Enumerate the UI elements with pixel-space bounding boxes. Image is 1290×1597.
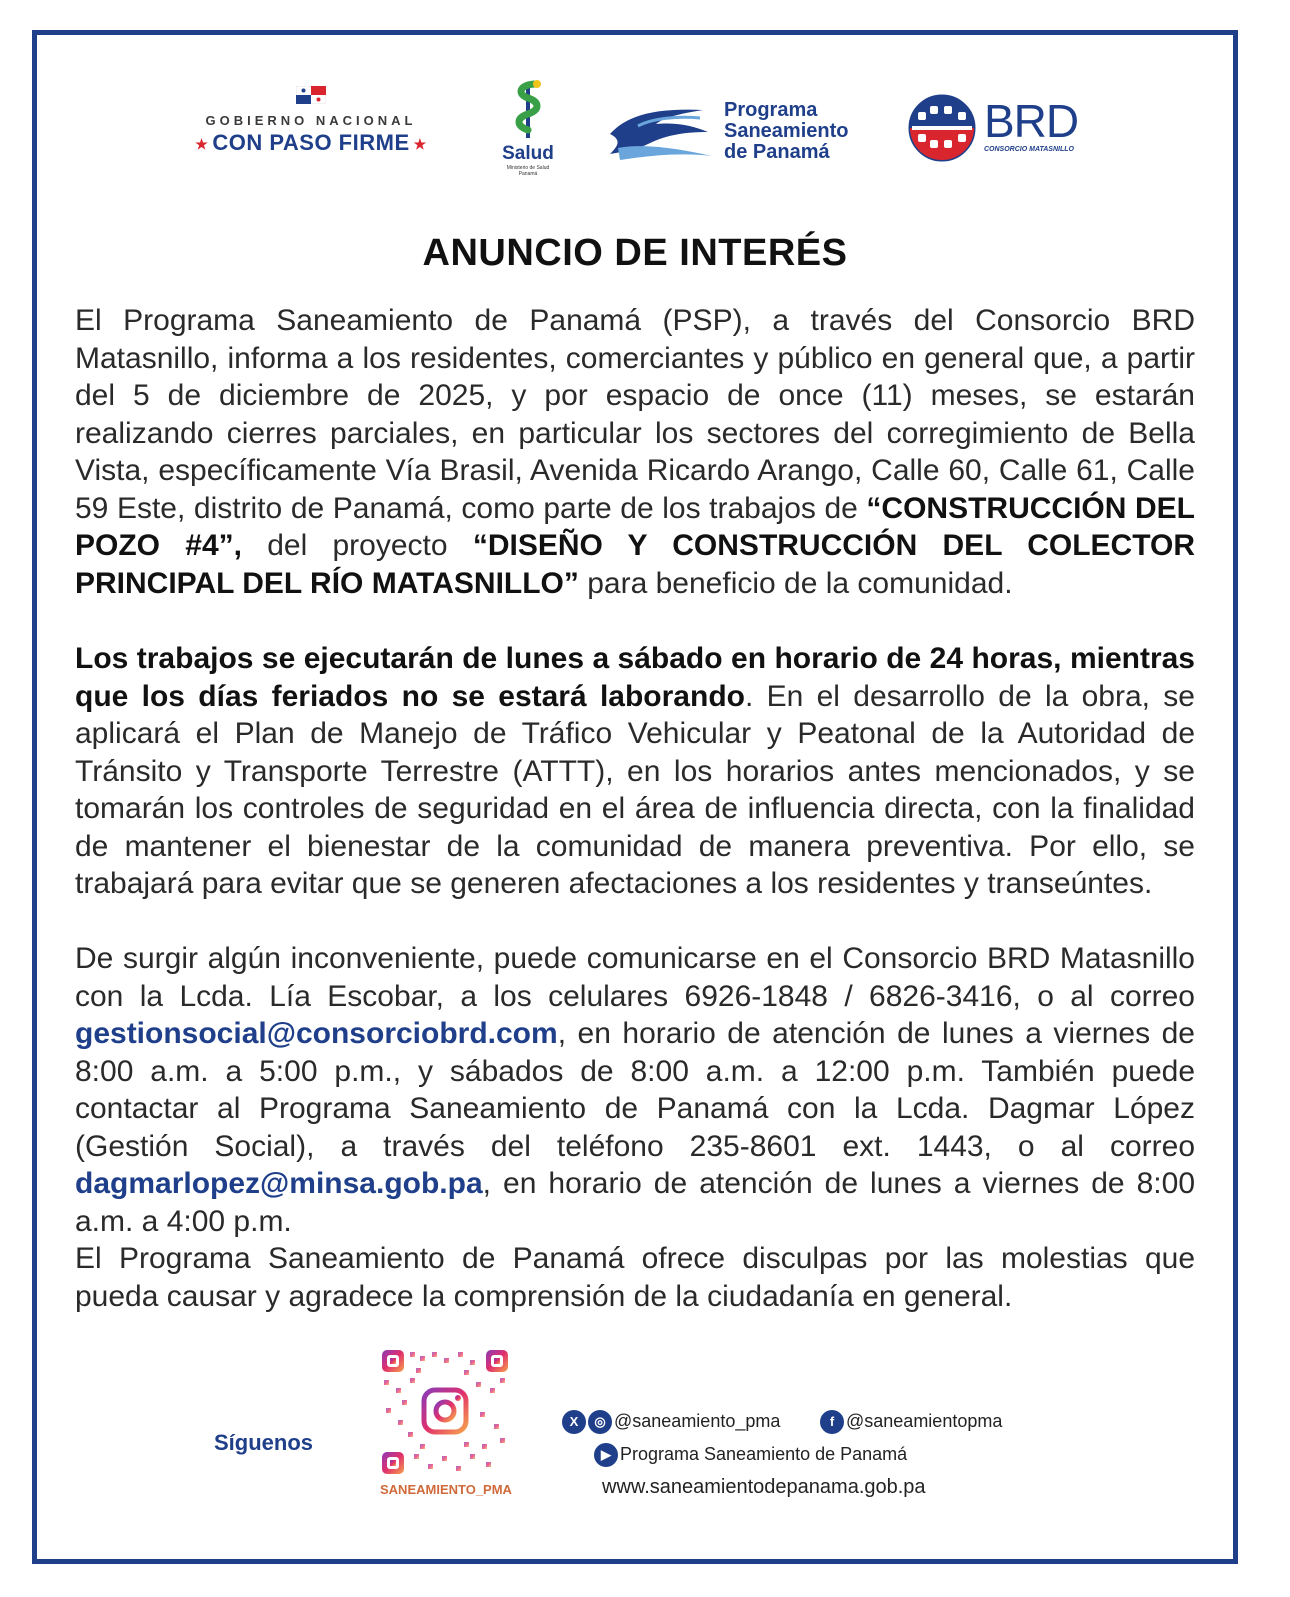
p3-text-c: , en horario de atención de lunes a viernes de 8:00 a.m. a 4:00 p.m. <box>75 1167 1195 1238</box>
brd-logo <box>908 94 1108 164</box>
brd-emblem-icon <box>908 94 976 162</box>
programa-saneamiento-logo <box>608 100 878 170</box>
panama-flag-icon <box>296 86 326 104</box>
x-ig-handle: @saneamiento_pma <box>614 1410 781 1431</box>
p3-text-b: , en horario de atención de lunes a viernes de 8:00 a.m. a 5:00 p.m., y sábados de 8:00 a.m. a 12:00 p.m. También puede contactar al Programa Saneamiento de Panamá con la Lcda. Dagmar López (Gestión Social), a través del teléfono 235-8601 ext. 1443, o al correo <box>75 1017 1195 1163</box>
brd-sub: CONSORCIO MATASNILLO <box>984 146 1074 153</box>
star-icon: ★ <box>413 135 427 152</box>
social-x-instagram[interactable] <box>562 1410 780 1434</box>
gobierno-line2: CON PASO FIRME <box>212 130 410 155</box>
youtube-icon: ▶ <box>594 1443 618 1467</box>
paragraph-4: El Programa Saneamiento de Panamá ofrece disculpas por las molestias que pueda causar y agradece la comprensión de la ciudadanía en general. <box>75 1242 1195 1313</box>
staff-snake-icon <box>506 78 550 140</box>
qr-code-icon[interactable] <box>380 1348 510 1476</box>
brd-letters: BRD <box>984 95 1079 147</box>
x-icon: X <box>562 1410 586 1434</box>
p1-bold-d: “DISEÑO Y CONSTRUCCIÓN DEL COLECTOR PRINCIPAL DEL RÍO MATASNILLO” <box>75 529 1196 600</box>
p3-text-a: De surgir algún inconveniente, puede comunicarse en el Consorcio BRD Matasnillo con la Lcda. Lía Escobar, a los celulares 6926-1848 / 6826-3416, o al correo <box>75 942 1195 1013</box>
psp-text <box>724 100 848 163</box>
p2-bold-a: Los trabajos se ejecutarán de lunes a sábado en horario de 24 horas, mientras que los días feriados no se estará laborando <box>75 642 1195 713</box>
psp-line2: Saneamiento <box>724 120 849 142</box>
star-icon: ★ <box>195 135 209 152</box>
website-link[interactable]: www.saneamientodepanama.gob.pa <box>602 1476 926 1498</box>
gobierno-line2-wrap <box>186 130 436 156</box>
p2-text-b: . En el desarrollo de la obra, se aplicará el Plan de Manejo de Tráfico Vehicular y Peatonal de la Autoridad de Tránsito y Transporte Terrestre (ATTT), en los horarios antes mencionados, y se tomarán los controles de seguridad en el área de influencia directa, con la finalidad de mantener el bienestar de la comunidad de manera preventiva. Por ello, se trabajará para evitar que se generen afectaciones a los residentes y transeúntes. <box>75 679 1195 900</box>
salud-word: Salud <box>502 143 554 164</box>
salud-sub2: Panamá <box>518 171 538 177</box>
page-title: ANUNCIO DE INTERÉS <box>422 232 848 274</box>
salud-sub1: Ministerio de Salud <box>506 165 550 171</box>
paragraph-1 <box>75 302 1195 602</box>
p1-text-e: para beneficio de la comunidad. <box>578 566 1013 600</box>
email-link-minsa[interactable]: dagmarlopez@minsa.gob.pa <box>75 1167 483 1200</box>
facebook-icon: f <box>820 1410 844 1434</box>
p1-bold-b: “CONSTRUCCIÓN DEL POZO #4”, <box>75 491 1195 562</box>
qr-label: SANEAMIENTO_PMA <box>380 1482 512 1497</box>
psp-line1: Programa <box>724 99 818 121</box>
psp-line3: de Panamá <box>724 141 830 163</box>
siguenos-label: Síguenos <box>214 1430 314 1455</box>
instagram-icon: ◎ <box>588 1410 612 1434</box>
gobierno-nacional-logo <box>186 86 436 156</box>
paragraph-2 <box>75 640 1195 903</box>
p1-text-a: El Programa Saneamiento de Panamá (PSP), a través del Consorcio BRD Matasnillo, informa a los residentes, comerciantes y público en general que, a partir del 5 de diciembre de 2025, y por espacio de once (11) meses, se estarán realizando cierres parciales, en particular los sectores del corregimiento de Bella Vista, específicamente Vía Brasil, Avenida Ricardo Arango, Calle 60, Calle 61, Calle 59 Este, distrito de Panamá, como parte de los trabajos de <box>75 304 1195 525</box>
email-link-consorcio[interactable]: gestionsocial@consorciobrd.com <box>75 1017 558 1050</box>
dolphin-wave-icon <box>608 104 718 164</box>
social-youtube[interactable] <box>594 1443 907 1467</box>
fb-handle: @saneamientopma <box>846 1410 1003 1431</box>
salud-logo <box>488 78 568 177</box>
youtube-channel: Programa Saneamiento de Panamá <box>620 1443 908 1464</box>
paragraph-3 <box>75 940 1195 1240</box>
p1-text-c: del proyecto <box>241 529 473 562</box>
social-facebook[interactable] <box>820 1410 1002 1434</box>
gobierno-line1: GOBIERNO NACIONAL <box>205 113 417 128</box>
